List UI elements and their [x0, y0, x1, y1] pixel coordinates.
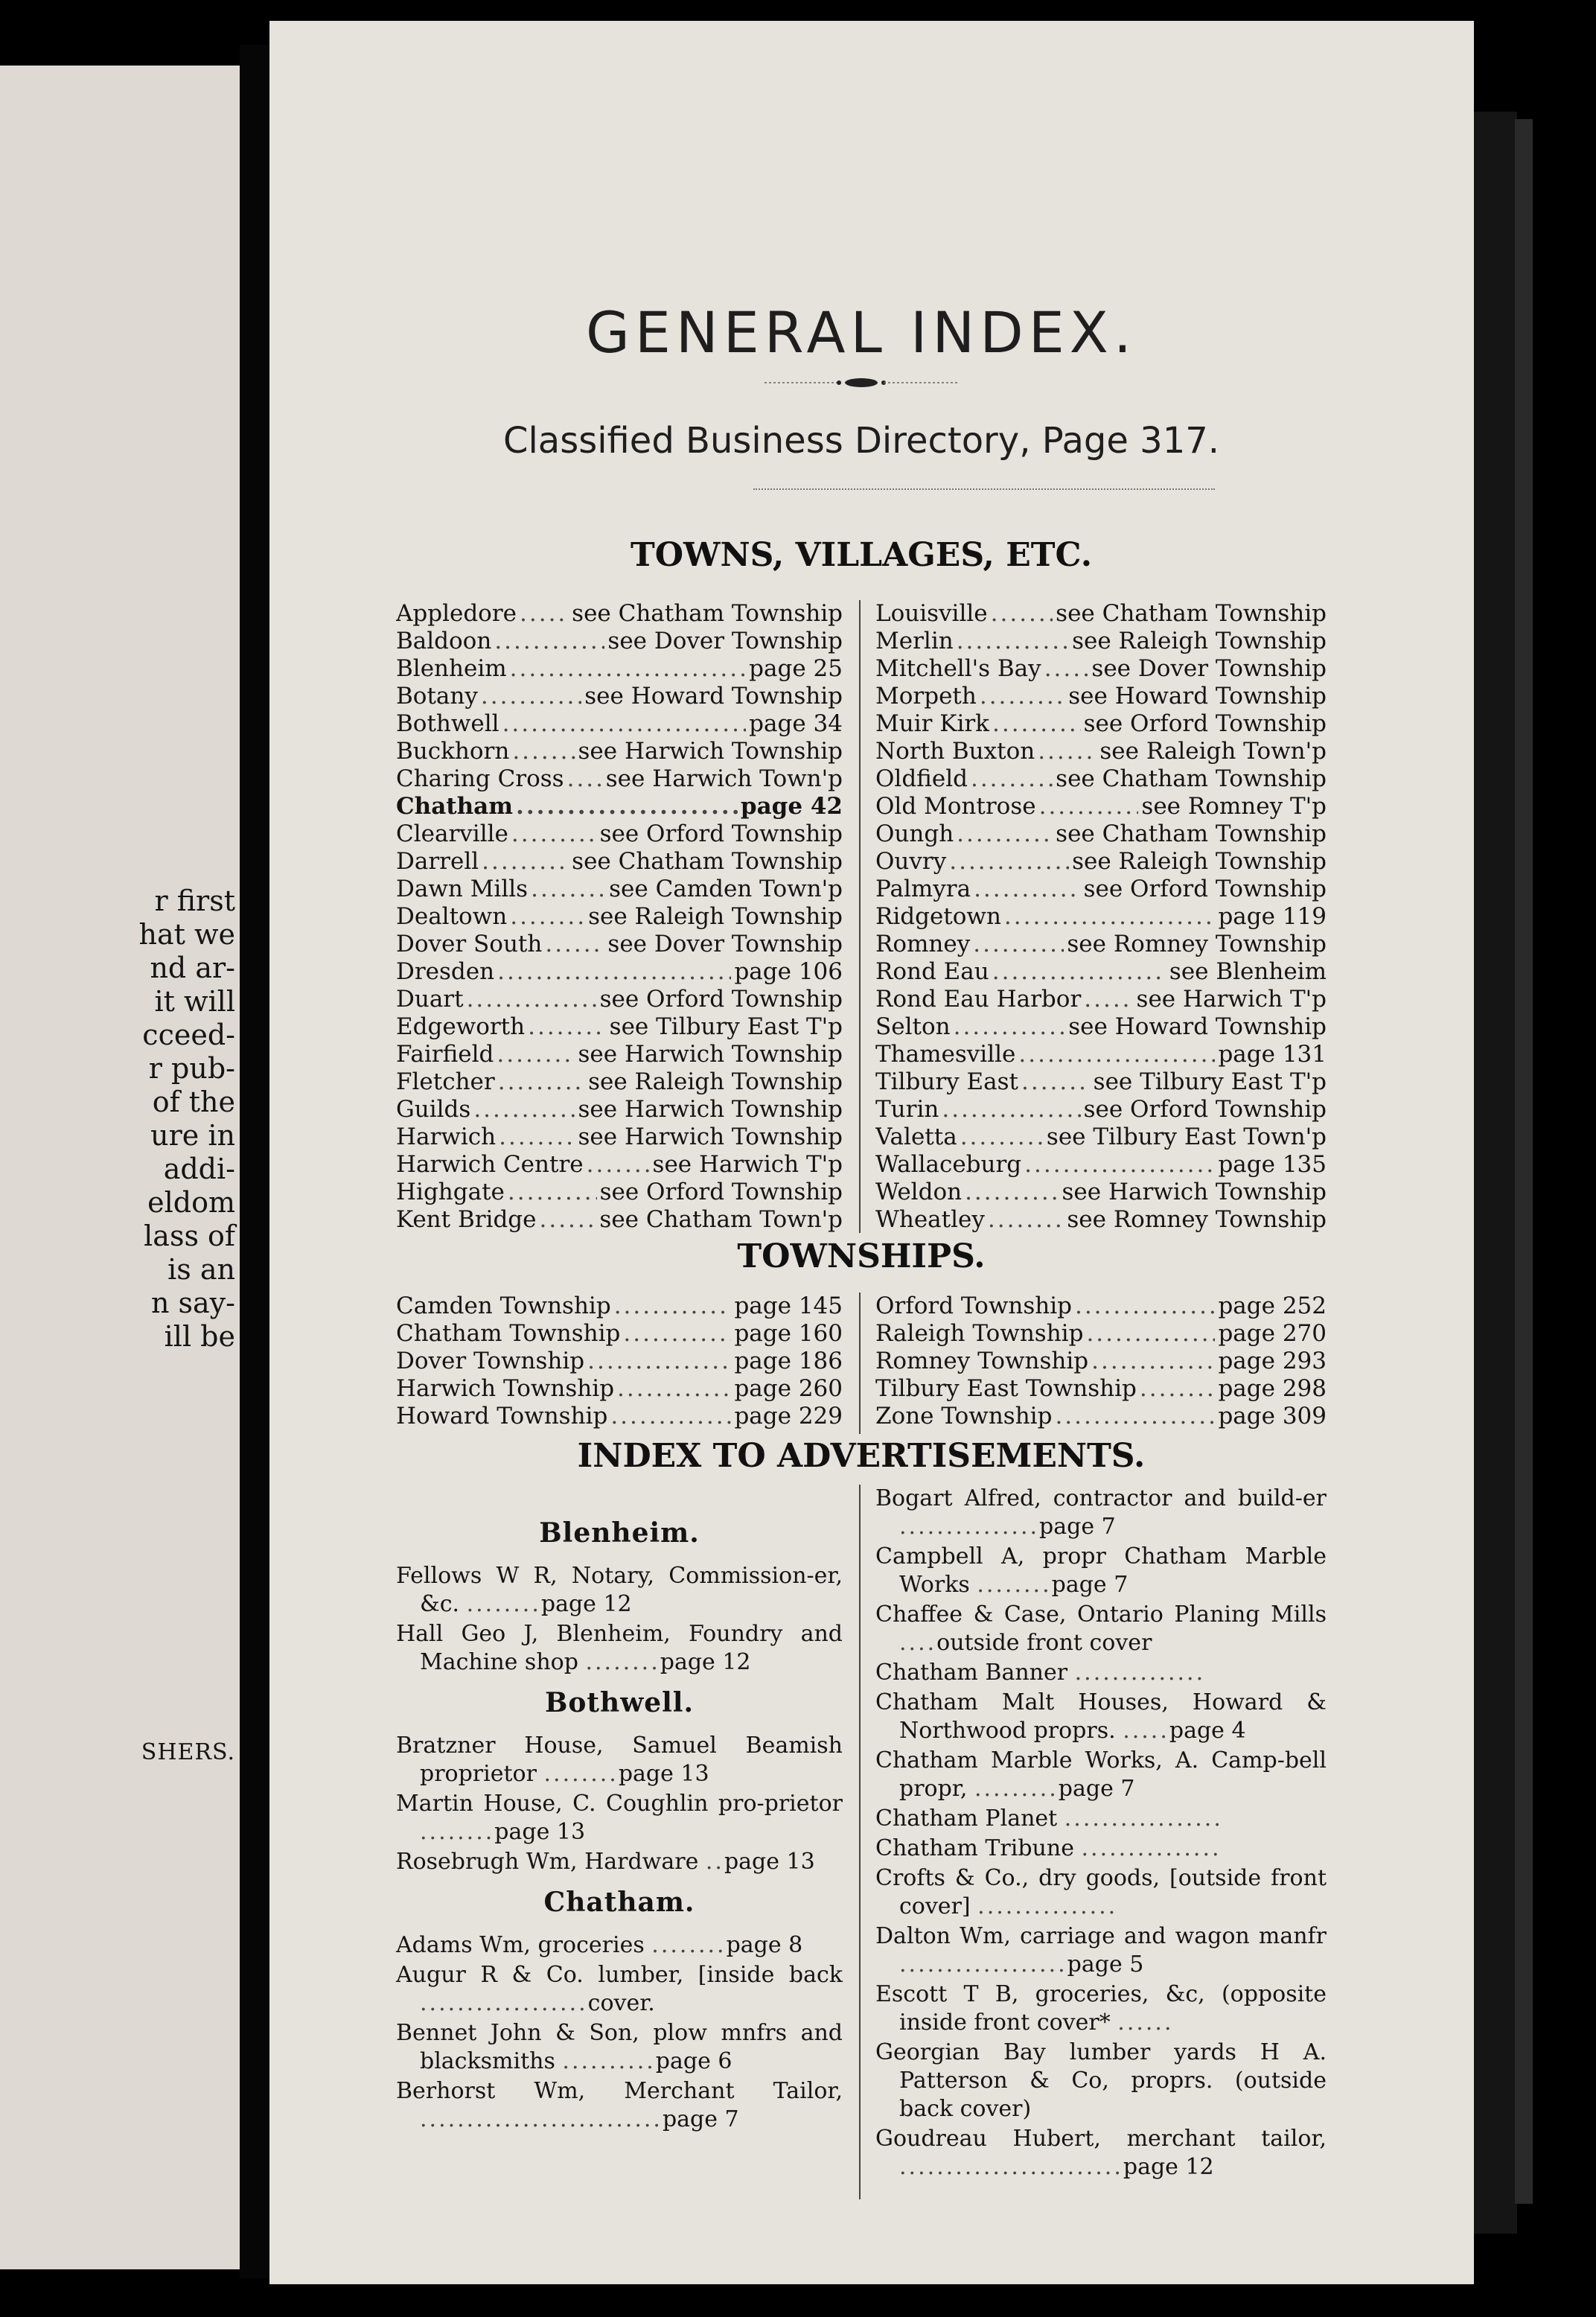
ad-entry: Goudreau Hubert, merchant tailor, ........................page 12 [875, 2126, 1327, 2180]
town-entry: Bothwell ..... page 34 [396, 710, 843, 738]
ad-entry: Chatham Banner .............. [875, 1660, 1206, 1686]
page-title: GENERAL INDEX. [585, 299, 1137, 366]
page-subtitle: Classified Business Directory, Page 317. [502, 420, 1220, 462]
left-edge-line: n say- [150, 1287, 235, 1319]
township-entry: Camden Township ..... page 145 [396, 1293, 843, 1320]
townships-left-column [396, 1293, 843, 1430]
town-entry: Buckhorn ..... see Harwich Township [396, 738, 843, 765]
town-entry: Harwich ..... see Harwich Township [396, 1124, 843, 1151]
left-page-edge-text [0, 885, 240, 1354]
town-entry: Harwich Centre ..... see Harwich T'p [396, 1151, 843, 1179]
town-entry: Charing Cross ..... see Harwich Town'p [396, 765, 843, 793]
left-edge-line: r pub- [148, 1052, 235, 1085]
title-ornament [765, 375, 958, 390]
left-page [0, 66, 240, 2269]
townships-column-divider [859, 1293, 861, 1434]
town-entry: Fletcher ..... see Raleigh Township [396, 1068, 843, 1096]
towns-column-divider [859, 600, 861, 1233]
ads-left-column [396, 1485, 843, 2135]
town-entry: Thamesville ..... page 131 [875, 1041, 1327, 1068]
townships-right-column [875, 1293, 1327, 1430]
left-edge-line: r first [154, 885, 235, 917]
town-entry: Muir Kirk ..... see Orford Township [875, 710, 1327, 738]
ads-right-column [875, 1485, 1327, 2183]
left-edge-line: ill be [164, 1320, 235, 1353]
left-edge-line: is an [167, 1253, 235, 1286]
ad-entry: Chatham Malt Houses, Howard & Northwood proprs. .....page 4 [875, 1689, 1327, 1744]
left-edge-line: it will [154, 985, 235, 1018]
right-page [269, 21, 1474, 2284]
left-edge-line: eldom [147, 1186, 235, 1219]
town-entry: Dover South ..... see Dover Township [396, 931, 843, 958]
townships-heading: TOWNSHIPS. [737, 1237, 986, 1275]
ads-heading: INDEX TO ADVERTISEMENTS. [577, 1437, 1146, 1475]
town-entry: Old Montrose ..... see Romney T'p [875, 793, 1327, 820]
ad-entry: Chatham Marble Works, A. Camp-bell propr, .........page 7 [875, 1747, 1327, 1802]
town-entry: Clearville ..... see Orford Township [396, 820, 843, 848]
town-entry: Tilbury East ..... see Tilbury East T'p [875, 1068, 1327, 1096]
town-entry: Fairfield ..... see Harwich Township [396, 1041, 843, 1068]
town-entry: Highgate ..... see Orford Township [396, 1179, 843, 1206]
township-entry: Chatham Township ..... page 160 [396, 1320, 843, 1348]
left-edge-line: addi- [163, 1153, 235, 1185]
ad-entry: Chaffee & Case, Ontario Planing Mills ....outside front cover [875, 1601, 1327, 1656]
town-entry: Dawn Mills ..... see Camden Town'p [396, 876, 843, 903]
town-entry: Weldon ..... see Harwich Township [875, 1179, 1327, 1206]
town-entry: Baldoon ..... see Dover Township [396, 628, 843, 655]
town-entry: Botany ..... see Howard Township [396, 683, 843, 710]
ad-entry: Adams Wm, groceries ........page 8 [396, 1932, 803, 1958]
town-entry: Chatham ..... page 42 [396, 793, 843, 820]
town-entry: Darrell ..... see Chatham Township [396, 848, 843, 876]
ad-entry: Hall Geo J, Blenheim, Foundry and Machine shop ........page 12 [396, 1621, 843, 1675]
ad-entry: Augur R & Co. lumber, [inside back ..................cover. [396, 1962, 843, 2016]
ads-town-blenheim: Blenheim. [539, 1517, 700, 1549]
township-entry: Orford Township ..... page 252 [875, 1293, 1327, 1320]
town-entry: Duart ..... see Orford Township [396, 986, 843, 1013]
town-entry: Wallaceburg ..... page 135 [875, 1151, 1327, 1179]
town-entry: Wheatley ..... see Romney Township [875, 1206, 1327, 1234]
left-edge-line: lass of [144, 1220, 235, 1252]
township-entry: Dover Township ..... page 186 [396, 1348, 843, 1375]
town-entry: Morpeth ..... see Howard Township [875, 683, 1327, 710]
ad-entry: Bogart Alfred, contractor and build-er ...............page 7 [875, 1485, 1327, 1540]
town-entry: Blenheim ..... page 25 [396, 655, 843, 683]
town-entry: Kent Bridge ..... see Chatham Town'p [396, 1206, 843, 1234]
subtitle-rule [753, 488, 1215, 490]
town-entry: Ouvry ..... see Raleigh Township [875, 848, 1327, 876]
ad-entry: Bratzner House, Samuel Beamish proprietor ........page 13 [396, 1733, 843, 1787]
ads-column-divider [859, 1485, 861, 2199]
town-entry: Oungh ..... see Chatham Township [875, 820, 1327, 848]
town-entry: Guilds ..... see Harwich Township [396, 1096, 843, 1124]
town-entry: Merlin ..... see Raleigh Township [875, 628, 1327, 655]
ads-town-bothwell: Bothwell. [544, 1687, 695, 1718]
township-entry: Romney Township ..... page 293 [875, 1348, 1327, 1375]
left-edge-line: hat we [138, 918, 235, 951]
ad-entry: Georgian Bay lumber yards H A. Patterson & Co, proprs. (outside back cover) [875, 2039, 1327, 2122]
ads-town-chatham: Chatham. [543, 1887, 695, 1918]
town-entry: Rond Eau ..... see Blenheim [875, 958, 1327, 986]
township-entry: Harwich Township ..... page 260 [396, 1375, 843, 1403]
town-entry: Valetta ..... see Tilbury East Town'p [875, 1124, 1327, 1151]
ad-entry: Dalton Wm, carriage and wagon manfr ..................page 5 [875, 1923, 1327, 1977]
town-entry: Ridgetown ..... page 119 [875, 903, 1327, 931]
township-entry: Zone Township ..... page 309 [875, 1403, 1327, 1430]
towns-heading: TOWNS, VILLAGES, ETC. [630, 536, 1093, 574]
town-entry: Mitchell's Bay ..... see Dover Township [875, 655, 1327, 683]
ad-entry: Crofts & Co., dry goods, [outside front cover] ............... [875, 1865, 1327, 1919]
ad-entry: Martin House, C. Coughlin pro-prietor ........page 13 [396, 1791, 843, 1845]
town-entry: Romney ..... see Romney Township [875, 931, 1327, 958]
town-entry: Selton ..... see Howard Township [875, 1013, 1327, 1041]
left-page-footer: SHERS. [141, 1739, 235, 1765]
town-entry: Turin ..... see Orford Township [875, 1096, 1327, 1124]
ad-entry: Fellows W R, Notary, Commission-er, &c. ........page 12 [396, 1563, 843, 1617]
town-entry: Edgeworth ..... see Tilbury East T'p [396, 1013, 843, 1041]
ad-entry: Berhorst Wm, Merchant Tailor, ..........................page 7 [396, 2078, 843, 2132]
township-entry: Howard Township ..... page 229 [396, 1403, 843, 1430]
book-gutter [240, 45, 269, 2278]
ad-entry: Chatham Planet ................. [875, 1806, 1223, 1832]
town-entry: Appledore ..... see Chatham Township [396, 600, 843, 628]
town-entry: Rond Eau Harbor ..... see Harwich T'p [875, 986, 1327, 1013]
left-edge-line: ure in [150, 1119, 235, 1152]
ad-entry: Rosebrugh Wm, Hardware ..page 13 [396, 1849, 815, 1875]
towns-left-column [396, 600, 843, 1234]
town-entry: Louisville ..... see Chatham Township [875, 600, 1327, 628]
left-edge-line: of the [152, 1086, 235, 1118]
township-entry: Raleigh Township ..... page 270 [875, 1320, 1327, 1348]
ad-entry: Escott T B, groceries, &c, (opposite inside front cover* ...... [875, 1981, 1327, 2036]
town-entry: Palmyra ..... see Orford Township [875, 876, 1327, 903]
page-shadow [1472, 112, 1517, 2234]
town-entry: Dealtown ..... see Raleigh Township [396, 903, 843, 931]
town-entry: Dresden ..... page 106 [396, 958, 843, 986]
ad-entry: Bennet John & Son, plow mnfrs and blacksmiths ..........page 6 [396, 2020, 843, 2074]
left-edge-line: nd ar- [150, 952, 235, 984]
township-entry: Tilbury East Township ..... page 298 [875, 1375, 1327, 1403]
town-entry: Oldfield ..... see Chatham Township [875, 765, 1327, 793]
page-edge [1515, 119, 1533, 2204]
ad-entry: Chatham Tribune ............... [875, 1835, 1222, 1861]
towns-right-column [875, 600, 1327, 1234]
left-edge-line: cceed- [142, 1019, 235, 1051]
town-entry: North Buxton ..... see Raleigh Town'p [875, 738, 1327, 765]
ad-entry: Campbell A, propr Chatham Marble Works ........page 7 [875, 1543, 1327, 1598]
